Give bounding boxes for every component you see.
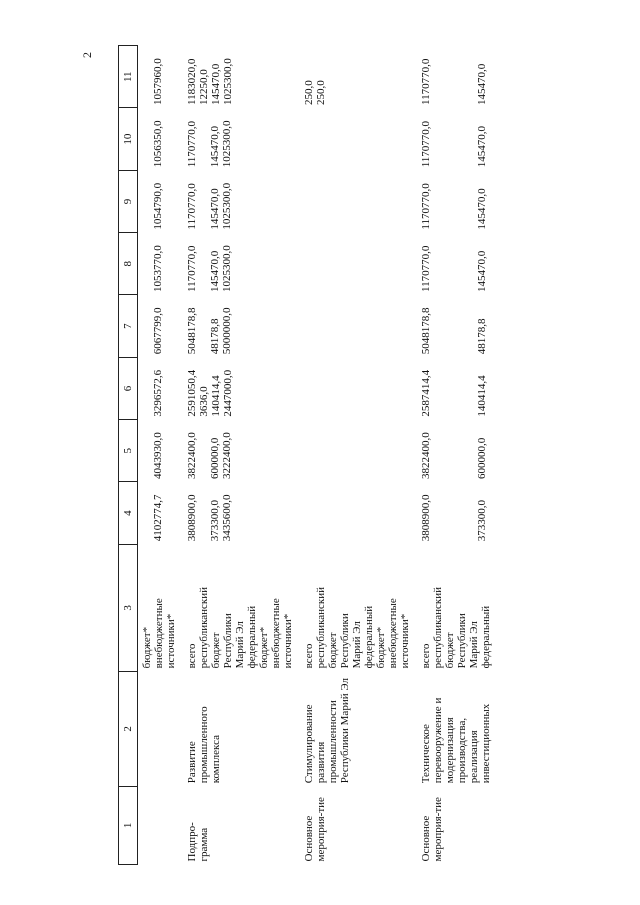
column-header: 8 (119, 233, 138, 295)
value-line: 145470,0 (476, 126, 488, 168)
value-line: 145470,0 (209, 126, 221, 168)
value-line: 145470,0 (476, 250, 488, 292)
value-line (432, 423, 443, 479)
funding-source-line: внебюджетные (387, 598, 399, 669)
value-line: 250,0 (303, 80, 315, 105)
value-line (465, 173, 476, 229)
value-line: 1057960,0 (152, 58, 164, 105)
row-title-cell (138, 671, 184, 786)
column-header: 11 (119, 46, 138, 108)
value-cell (138, 233, 184, 295)
value-line: 145470,0 (209, 250, 221, 292)
value-line: 1025300,0 (221, 245, 233, 292)
value-line: 3808900,0 (186, 494, 198, 542)
value-line: 3822400,0 (186, 432, 198, 479)
row-type-cell (138, 786, 184, 864)
value-line (465, 485, 476, 541)
value-cell (183, 170, 300, 232)
value-line (432, 485, 443, 541)
value-line (454, 298, 465, 354)
funding-source-cell (417, 544, 498, 671)
value-line (465, 423, 476, 479)
value-line (303, 423, 314, 479)
value-line: 1053770,0 (152, 245, 164, 292)
column-header: 5 (119, 420, 138, 482)
value-cell (417, 46, 498, 108)
funding-source-line: федеральный (246, 605, 258, 669)
value-cell (417, 233, 498, 295)
value-line (465, 111, 476, 167)
table-row (417, 46, 498, 865)
value-line: 1170770,0 (186, 120, 198, 168)
value-line (432, 173, 443, 229)
value-cell (138, 46, 184, 108)
value-cell (183, 46, 300, 108)
funding-source-line: Республики (339, 613, 351, 669)
value-line (198, 111, 209, 167)
value-line (432, 111, 443, 167)
funding-source-cell (300, 544, 417, 671)
funding-source-line: республиканский (198, 586, 210, 669)
value-line: 2447000,0 (222, 369, 234, 417)
funding-source-line: бюджет* (375, 626, 387, 669)
funding-source-line: источники* (165, 613, 177, 669)
value-line (303, 360, 314, 416)
value-cell (300, 357, 417, 419)
value-line: 250,0 (315, 80, 327, 105)
value-cell (417, 295, 498, 357)
value-line: 145470,0 (210, 63, 222, 105)
value-line: 600000,0 (476, 437, 488, 479)
value-line (303, 236, 314, 292)
value-line (443, 485, 454, 541)
value-line (303, 173, 314, 229)
value-cell (138, 420, 184, 482)
column-header: 2 (119, 671, 138, 786)
value-line (454, 423, 465, 479)
value-line (198, 423, 209, 479)
funding-source-cell (183, 544, 300, 671)
value-cell (417, 357, 498, 419)
value-line: 5048178,8 (186, 307, 198, 355)
funding-source-line: Марий Эл (468, 621, 480, 669)
value-line: 48178,8 (209, 318, 221, 355)
value-cell (183, 482, 300, 544)
value-line (443, 236, 454, 292)
value-line: 3808900,0 (420, 494, 432, 542)
column-header: 10 (119, 108, 138, 170)
value-line: 3222400,0 (221, 432, 233, 479)
value-line (198, 173, 209, 229)
value-line: 140414,4 (210, 375, 222, 417)
table-row (138, 46, 184, 865)
funding-source-cell (138, 544, 184, 671)
value-cell (138, 295, 184, 357)
value-line: 140414,4 (476, 375, 488, 417)
value-cell (300, 295, 417, 357)
value-line (454, 173, 465, 229)
value-line: 6067799,0 (152, 307, 164, 355)
value-line: 600000,0 (209, 437, 221, 479)
value-line: 48178,8 (476, 318, 488, 355)
value-cell (138, 482, 184, 544)
funding-source-line: всего (420, 643, 432, 669)
value-line (303, 298, 314, 354)
value-line (141, 485, 152, 541)
row-type-cell: Подпро-грамма (186, 822, 210, 862)
value-cell (183, 233, 300, 295)
value-cell (300, 46, 417, 108)
value-line (443, 173, 454, 229)
value-cell (183, 357, 300, 419)
value-line (141, 298, 152, 354)
value-line: 373300,0 (476, 500, 488, 542)
value-line (454, 49, 465, 105)
value-line: 373300,0 (209, 500, 221, 542)
value-line: 1183020,0 (186, 58, 198, 105)
value-line: 1170770,0 (420, 58, 432, 105)
value-line: 145470,0 (476, 188, 488, 230)
rotated-table-container (118, 45, 528, 865)
value-line: 1025300,0 (221, 182, 233, 230)
value-line (141, 360, 152, 416)
value-line: 5048178,8 (420, 307, 432, 355)
value-cell (417, 420, 498, 482)
value-line (443, 49, 454, 105)
value-cell (417, 108, 498, 170)
value-line: 3435600,0 (221, 494, 233, 542)
funding-source-line: республиканский (432, 586, 444, 669)
value-line (465, 49, 476, 105)
funding-source-line: Марий Эл (351, 621, 363, 669)
value-line: 1170770,0 (186, 245, 198, 292)
funding-source-line: республиканский (315, 586, 327, 669)
value-line (454, 360, 465, 416)
row-type-cell: Основное мероприя-тие (420, 797, 444, 862)
value-line: 1025300,0 (221, 120, 233, 168)
value-cell (417, 482, 498, 544)
value-cell (417, 170, 498, 232)
funding-source-line: Марий Эл (234, 621, 246, 669)
column-header: 4 (119, 482, 138, 544)
value-line (198, 236, 209, 292)
value-cell (300, 233, 417, 295)
value-cell (300, 482, 417, 544)
column-header: 3 (119, 544, 138, 671)
value-line: 145470,0 (209, 188, 221, 230)
value-cell (300, 420, 417, 482)
value-cell (300, 108, 417, 170)
value-line: 4043930,0 (152, 432, 164, 479)
funding-source-line: бюджет (210, 632, 222, 669)
value-line: 1170770,0 (186, 183, 198, 230)
row-title-cell: Стимулирование развития промышленности Республики Марий Эл (303, 678, 351, 784)
value-line (432, 298, 443, 354)
value-line: 1170770,0 (420, 245, 432, 292)
value-line: 3296572,6 (152, 369, 164, 417)
value-line (454, 236, 465, 292)
value-line: 4102774,7 (152, 494, 164, 542)
funding-source-line: бюджет (327, 632, 339, 669)
value-line (141, 173, 152, 229)
value-cell (183, 420, 300, 482)
column-header: 7 (119, 295, 138, 357)
funding-source-line: Республики (222, 613, 234, 669)
funding-source-line: бюджет (444, 632, 456, 669)
row-title-cell: Развитие промышленного комплекса (186, 706, 222, 784)
column-number-row (119, 46, 138, 865)
funding-source-line: источники* (282, 613, 294, 669)
value-cell (183, 108, 300, 170)
value-line: 2591050,4 (186, 369, 198, 417)
funding-source-line: бюджет* (258, 626, 270, 669)
value-line (432, 360, 443, 416)
value-line (141, 49, 152, 105)
value-line (141, 423, 152, 479)
value-line: 2587414,4 (420, 369, 432, 417)
value-line: 5000000,0 (221, 307, 233, 355)
funding-source-line: федеральный (480, 605, 492, 669)
value-cell (138, 170, 184, 232)
value-line: 1170770,0 (420, 183, 432, 230)
value-line (465, 298, 476, 354)
value-line (141, 236, 152, 292)
budget-table (118, 45, 498, 865)
value-line (454, 111, 465, 167)
column-header: 9 (119, 170, 138, 232)
value-line: 1056350,0 (152, 120, 164, 168)
funding-source-line: Республики (456, 613, 468, 669)
value-line (443, 360, 454, 416)
funding-source-line: внебюджетные (270, 598, 282, 669)
value-line (454, 485, 465, 541)
row-type-cell: Основное мероприя-тие (303, 797, 327, 862)
column-header: 1 (119, 786, 138, 864)
value-line: 145470,0 (476, 63, 488, 105)
value-line (432, 49, 443, 105)
value-line (432, 236, 443, 292)
value-line (303, 485, 314, 541)
value-line (443, 423, 454, 479)
value-line (141, 111, 152, 167)
table-body (138, 46, 499, 865)
funding-source-line: федеральный (363, 605, 375, 669)
value-cell (138, 108, 184, 170)
value-line: 1054790,0 (152, 182, 164, 230)
value-line (443, 298, 454, 354)
value-line (303, 111, 314, 167)
value-cell (138, 357, 184, 419)
value-line: 1170770,0 (420, 120, 432, 168)
value-line (465, 236, 476, 292)
funding-source-line: всего (303, 643, 315, 669)
funding-source-line: всего (186, 643, 198, 669)
value-line: 3636,0 (198, 386, 210, 417)
value-line: 3822400,0 (420, 432, 432, 479)
value-line (443, 111, 454, 167)
value-cell (300, 170, 417, 232)
value-line (198, 485, 209, 541)
value-line: 1025300,0 (222, 58, 234, 105)
table-row (300, 46, 417, 865)
row-title-cell: Техническое перевооружение и модернизация производства, реализация инвестиционных (420, 697, 492, 784)
value-cell (183, 295, 300, 357)
funding-source-line: внебюджетные (153, 598, 165, 669)
value-line: 12250,0 (198, 69, 210, 105)
funding-source-line: источники* (399, 613, 411, 669)
value-line (198, 298, 209, 354)
page-number: 2 (80, 52, 94, 58)
column-header: 6 (119, 357, 138, 419)
table-row (183, 46, 300, 865)
value-line (465, 360, 476, 416)
funding-source-line: бюджет* (141, 626, 153, 669)
